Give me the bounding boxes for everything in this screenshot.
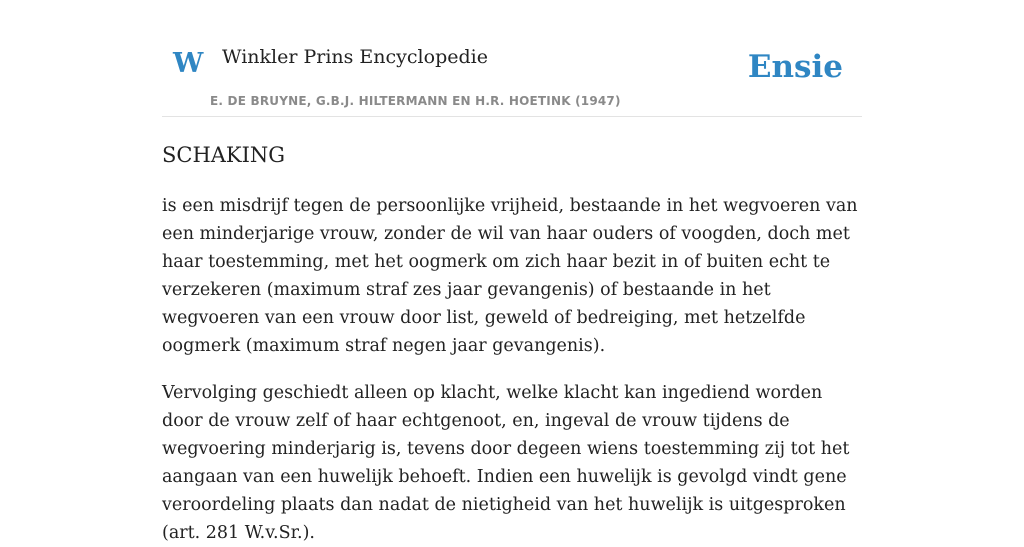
ensie-logo-link[interactable]: Ensie: [747, 49, 843, 85]
article: [162, 140, 862, 547]
winkler-prins-logo[interactable]: W: [173, 48, 204, 79]
publication-title[interactable]: Winkler Prins Encyclopedie: [222, 46, 488, 68]
authors-line: E. DE BRUYNE, G.B.J. HILTERMANN EN H.R. HOETINK (1947): [210, 94, 621, 108]
article-paragraph: is een misdrijf tegen de persoonlijke vrijheid, bestaande in het wegvoeren van een minderjarige vrouw, zonder de wil van haar ouders of voogden, doch met haar toestemming, met het oogmerk om zich haar bezit in of buiten echt te verzekeren (maximum straf zes jaar gevangenis) of bestaande in het wegvoeren van een vrouw door list, geweld of bedreiging, met hetzelfde oogmerk (maximum straf negen jaar gevangenis).: [162, 196, 858, 356]
entry-title: SCHAKING: [162, 143, 286, 167]
article-paragraph: Vervolging geschiedt alleen op klacht, welke klacht kan ingediend worden door de vrouw zelf of haar echtgenoot, en, ingeval de vrouw tijdens de wegvoering minderjarig is, tevens door degeen wiens toestemming zij tot het aangaan van een huwelijk behoeft. Indien een huwelijk is gevolgd vindt gene veroordeling plaats dan nadat de nietigheid van het huwelijk is uitgesproken (art. 281 W.v.Sr.).: [162, 383, 850, 543]
page-header: [162, 0, 862, 117]
